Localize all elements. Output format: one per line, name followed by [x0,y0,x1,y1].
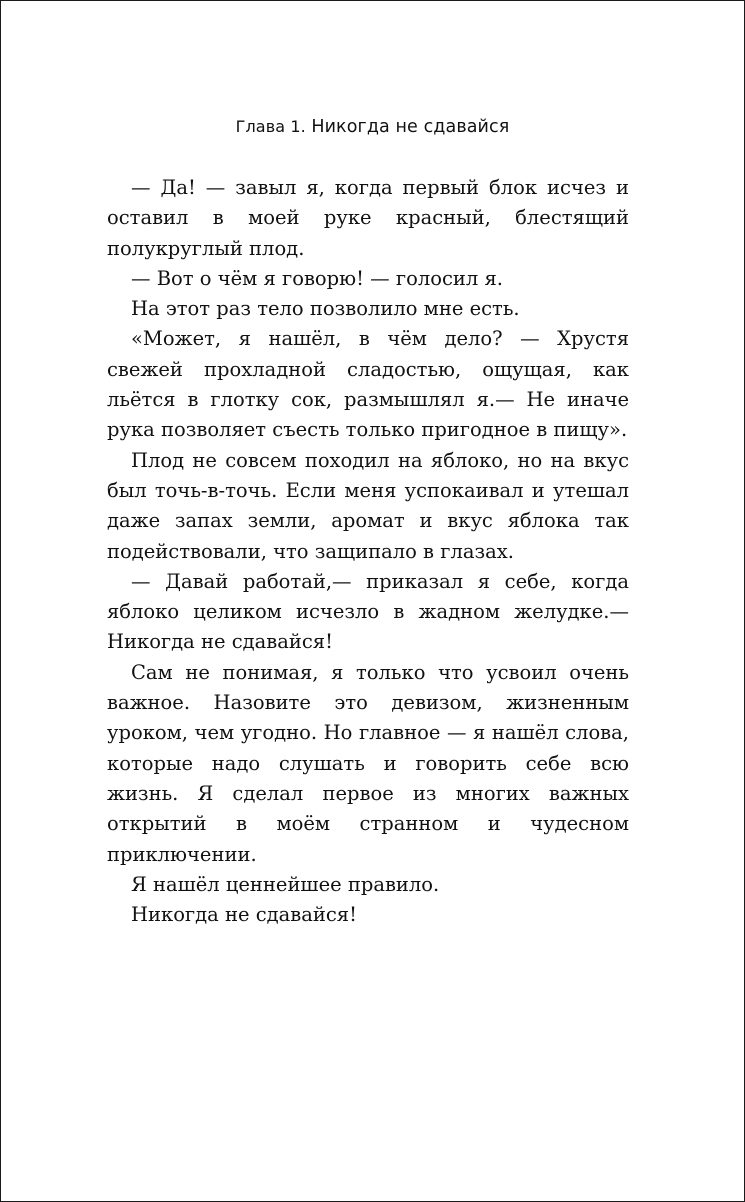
paragraph: Никогда не сдавайся! [131,903,357,927]
paragraph: — Давай работай,— приказал я себе, когда яблоко целиком исчезло в жадном желудке.— Никогда не сдавайся! [107,569,629,654]
paragraph: Я нашёл ценнейшее правило. [131,872,440,896]
chapter-label: Глава 1. [235,117,306,136]
paragraph: — Вот о чём я говорю! — голосил я. [131,266,503,290]
running-head [1,117,744,137]
paragraph: Плод не совсем походил на яблоко, но на вкус был точь-в-точь. Если меня успокаивал и утешал даже запах земли, аромат и вкус яблока так подействовали, что защипало в глазах. [107,448,629,563]
body-text [107,173,629,930]
chapter-title: Никогда не сдавайся [311,117,510,137]
paragraph: — Да! — завыл я, когда первый блок исчез и оставил в моей руке красный, блестящий полукруглый плод. [107,176,629,260]
paragraph: На этот раз тело позволило мне есть. [131,297,520,321]
paragraph: «Может, я нашёл, в чём дело? — Хрустя свежей прохладной сладостью, ощущая, как льётся в глотку сок, размышлял я.— Не иначе рука позволяет съесть только пригодное в пищу». [107,327,629,442]
paragraph: Сам не понимая, я только что усвоил очень важное. Назовите это девизом, жизненным уроком, чем угодно. Но главное — я нашёл слова, которые надо слушать и говорить себе всю жизнь. Я сделал первое из многих важных открытий в моём странном и чудесном приключении. [107,660,629,866]
